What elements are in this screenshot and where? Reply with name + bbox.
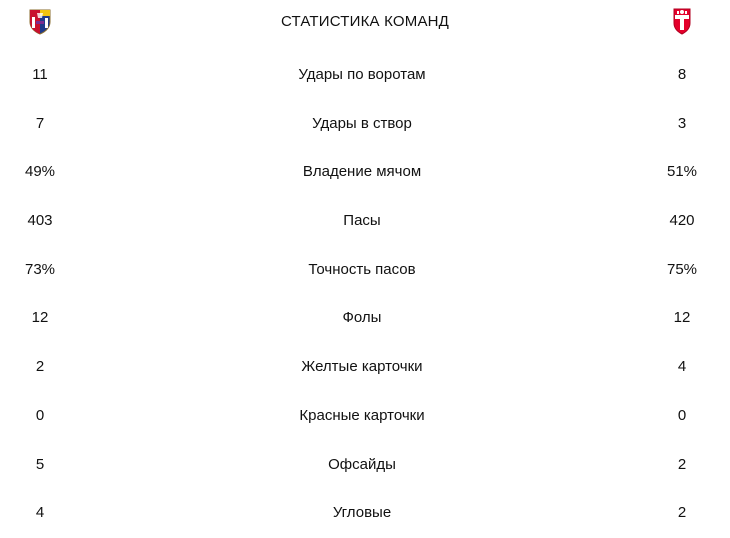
- home-value: 7: [35, 114, 45, 132]
- stat-row-fouls: [0, 294, 730, 343]
- stat-row-shots: [0, 51, 730, 100]
- away-value: 51%: [666, 163, 698, 181]
- away-value: 75%: [666, 260, 698, 278]
- stat-row-shots-on-target: [0, 100, 730, 149]
- home-value: 4: [35, 504, 45, 522]
- stat-row-possession: [0, 148, 730, 197]
- away-value: 4: [677, 358, 687, 376]
- home-value: 2: [35, 358, 45, 376]
- stat-label: Угловые: [332, 504, 392, 522]
- home-value: 403: [27, 212, 53, 230]
- stat-row-corners: [0, 489, 730, 538]
- home-value: 73%: [24, 260, 56, 278]
- home-value: 12: [31, 309, 49, 327]
- home-value: 5: [35, 455, 45, 473]
- away-value: 0: [677, 406, 687, 424]
- home-value: 0: [35, 406, 45, 424]
- stat-row-passes: [0, 197, 730, 246]
- stat-row-pass-accuracy: [0, 246, 730, 295]
- stat-label: Желтые карточки: [301, 358, 423, 376]
- stat-label: Пасы: [343, 212, 381, 230]
- stat-row-yellow-cards: [0, 343, 730, 392]
- stat-row-red-cards: [0, 392, 730, 441]
- away-value: 420: [669, 212, 695, 230]
- stat-label: Красные карточки: [299, 406, 425, 424]
- stat-label: Офсайды: [328, 455, 396, 473]
- stats-title: СТАТИСТИКА КОМАНД: [280, 13, 450, 30]
- home-value: 11: [32, 66, 48, 83]
- stat-label: Фолы: [342, 309, 382, 327]
- away-value: 3: [677, 114, 687, 132]
- away-team-crest-icon: [668, 7, 696, 35]
- stats-header: [0, 0, 730, 44]
- away-value: 12: [673, 309, 691, 327]
- stats-list: [0, 51, 730, 538]
- stat-row-offsides: [0, 441, 730, 490]
- stat-label: Удары в створ: [312, 114, 412, 132]
- home-value: 49%: [24, 163, 56, 181]
- away-value: 2: [677, 504, 687, 522]
- away-value: 2: [677, 455, 687, 473]
- stat-label: Владение мячом: [302, 163, 422, 181]
- stat-label: Удары по воротам: [298, 66, 426, 83]
- stat-label: Точность пасов: [308, 260, 416, 278]
- away-value: 8: [677, 66, 687, 83]
